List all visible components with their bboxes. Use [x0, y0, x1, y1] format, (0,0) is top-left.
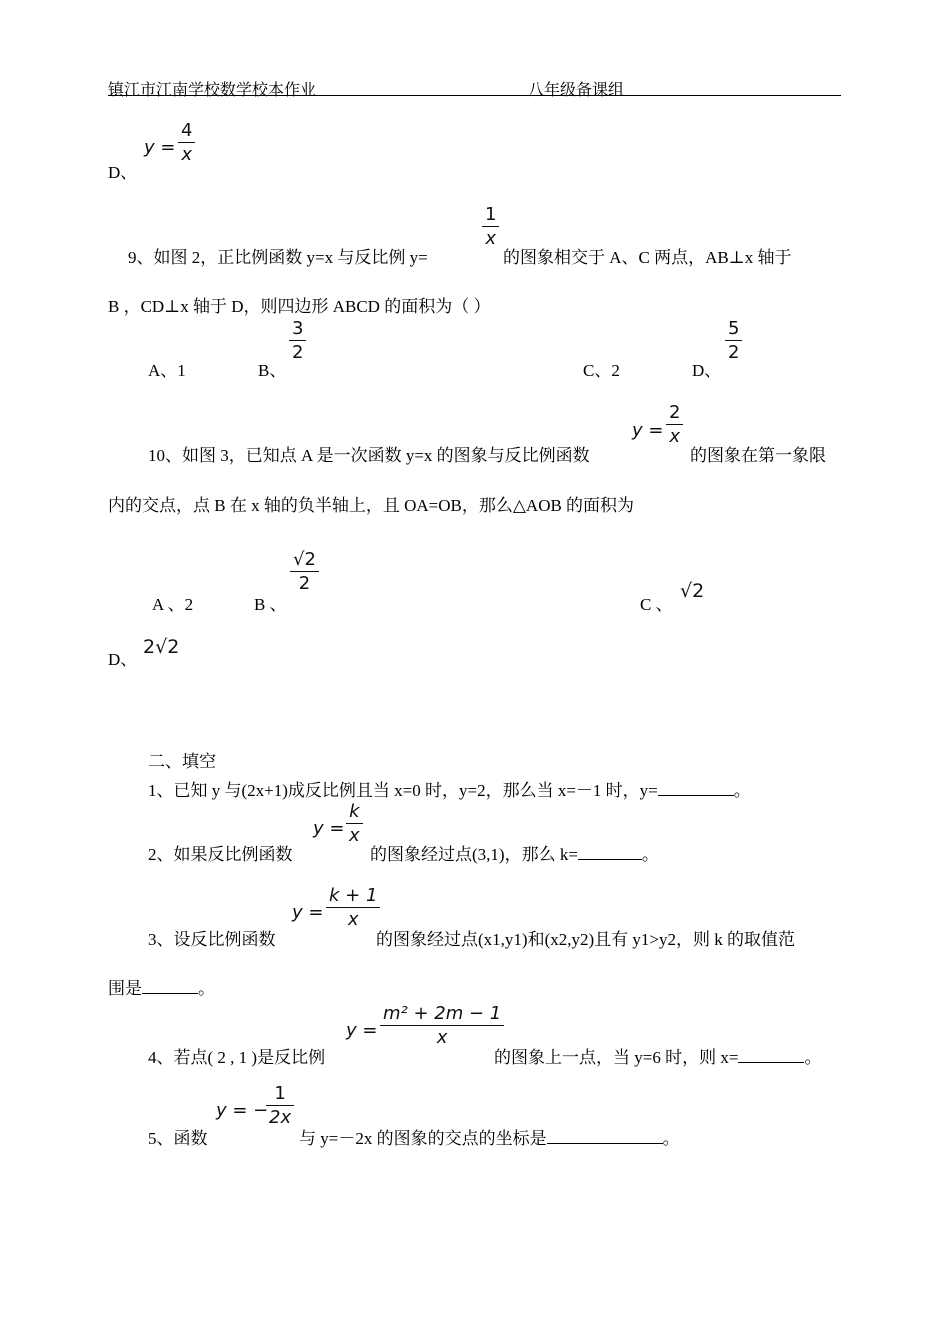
q10-b-denominator: 2 — [298, 573, 311, 594]
q8-option-d-fraction — [178, 122, 195, 164]
fill4-numerator: m² + 2m − 1 — [383, 1003, 502, 1024]
fill5-denominator: 2x — [269, 1107, 292, 1128]
fill4-blank[interactable] — [738, 1048, 804, 1063]
q9-b-denominator: 2 — [292, 342, 304, 363]
q10-denominator: x — [669, 426, 681, 447]
q9-option-b-fraction — [289, 320, 306, 362]
fill3-question-end: 围是 — [108, 979, 142, 998]
fill5-post — [299, 1124, 680, 1149]
q9-option-d-fraction — [725, 320, 742, 362]
fill4-post — [494, 1043, 821, 1068]
q8-option-d-lhs: y = — [144, 137, 176, 158]
q10-numerator: 2 — [669, 402, 681, 423]
fill4-pre: 4、若点( 2 , 1 )是反比例 — [148, 1048, 326, 1067]
q10-option-c-value: √2 — [680, 580, 705, 602]
q9-text-line2: B ，CD⊥x 轴于 D，则四边形 ABCD 的面积为（ ） — [108, 297, 491, 316]
fill3-denominator: x — [347, 909, 359, 930]
q9-numerator: 1 — [485, 204, 497, 225]
q10-option-d-value: 2√2 — [143, 636, 180, 658]
fill3-fraction — [326, 887, 380, 929]
q9-option-d-label: D、 — [692, 361, 722, 380]
q10-fraction — [666, 404, 683, 446]
fill4-question: 的图象上一点，当 y=6 时，则 x= — [494, 1048, 739, 1067]
fill5-fraction — [266, 1085, 294, 1127]
fill3-numerator: k + 1 — [329, 885, 378, 906]
fill2-denominator: x — [349, 825, 360, 846]
q9-text-part2: 的图象相交于 A、C 两点，AB⊥x 轴于 — [503, 248, 792, 267]
fill3-end: 。 — [198, 979, 215, 998]
q9-option-c: C、2 — [583, 361, 620, 380]
q10-text-part1: 10、如图 3，已知点 A 是一次函数 y=x 的图象与反比例函数 — [148, 446, 590, 465]
q9-fraction — [482, 206, 499, 248]
q8-d-denominator: x — [181, 144, 193, 165]
fill4-lhs: y = — [346, 1020, 378, 1041]
q10-option-b-label: B 、 — [254, 595, 287, 614]
section2-title: 二、填空 — [148, 752, 216, 771]
header-group: 八年级备课组 — [528, 82, 625, 99]
fill1-question: 1、已知 y 与(2x+1)成反比例且当 x=0 时，y=2，那么当 x=－1 时，y= — [148, 781, 658, 800]
fill1-end: 。 — [733, 781, 751, 800]
fill2-blank[interactable] — [578, 845, 642, 860]
fill2-end: 。 — [641, 845, 659, 864]
fill2-post — [370, 840, 659, 865]
fill5-pre: 5、函数 — [148, 1129, 208, 1148]
q9-d-denominator: 2 — [728, 342, 740, 363]
q10-option-d-label: D、 — [108, 650, 138, 669]
fill3-line2 — [108, 974, 215, 999]
fill3-blank[interactable] — [142, 979, 198, 994]
q9-b-numerator: 3 — [292, 318, 304, 339]
fill5-end: 。 — [662, 1129, 680, 1148]
q10-b-numerator: √2 — [293, 549, 316, 570]
fill5-lhs: y = − — [216, 1100, 269, 1121]
q10-lhs: y = — [632, 420, 664, 441]
q10-option-b-fraction — [290, 551, 319, 593]
fill5-blank[interactable] — [547, 1129, 663, 1144]
q10-text-part2: 的图象在第一象限 — [690, 446, 826, 465]
q9-option-a: A、1 — [148, 361, 186, 380]
q9-denominator: x — [485, 228, 497, 249]
fill1-text — [148, 776, 751, 801]
q8-option-d-label: D、 — [108, 163, 138, 182]
q9-d-numerator: 5 — [728, 318, 740, 339]
fill2-pre: 2、如果反比例函数 — [148, 845, 293, 864]
fill2-lhs: y = — [313, 818, 345, 839]
fill4-fraction — [380, 1005, 504, 1047]
fill2-question: 的图象经过点(3,1)，那么 k= — [370, 845, 578, 864]
fill3-lhs: y = — [292, 902, 324, 923]
fill3-pre: 3、设反比例函数 — [148, 930, 276, 949]
fill5-question: 与 y=－2x 的图象的交点的坐标是 — [299, 1129, 547, 1148]
fill1-blank[interactable] — [658, 781, 734, 796]
header-school: 镇江市江南学校数学校本作业 — [108, 82, 317, 99]
header-rule — [108, 95, 841, 96]
q9-text-part1: 9、如图 2，正比例函数 y=x 与反比例 y= — [128, 248, 428, 267]
q10-option-c-label: C 、 — [640, 595, 673, 614]
fill4-end: 。 — [804, 1048, 822, 1067]
q8-d-numerator: 4 — [181, 120, 193, 141]
fill2-numerator: k — [349, 801, 360, 822]
fill3-post: 的图象经过点(x1,y1)和(x2,y2)且有 y1>y2，则 k 的取值范 — [376, 930, 795, 949]
fill4-denominator: x — [436, 1027, 448, 1048]
q10-text-line2: 内的交点，点 B 在 x 轴的负半轴上，且 OA=OB，那么△AOB 的面积为 — [108, 496, 635, 515]
fill2-fraction — [346, 803, 363, 845]
fill5-numerator: 1 — [274, 1083, 286, 1104]
q9-option-b-label: B、 — [258, 361, 287, 380]
q10-option-a: A 、2 — [152, 595, 194, 614]
